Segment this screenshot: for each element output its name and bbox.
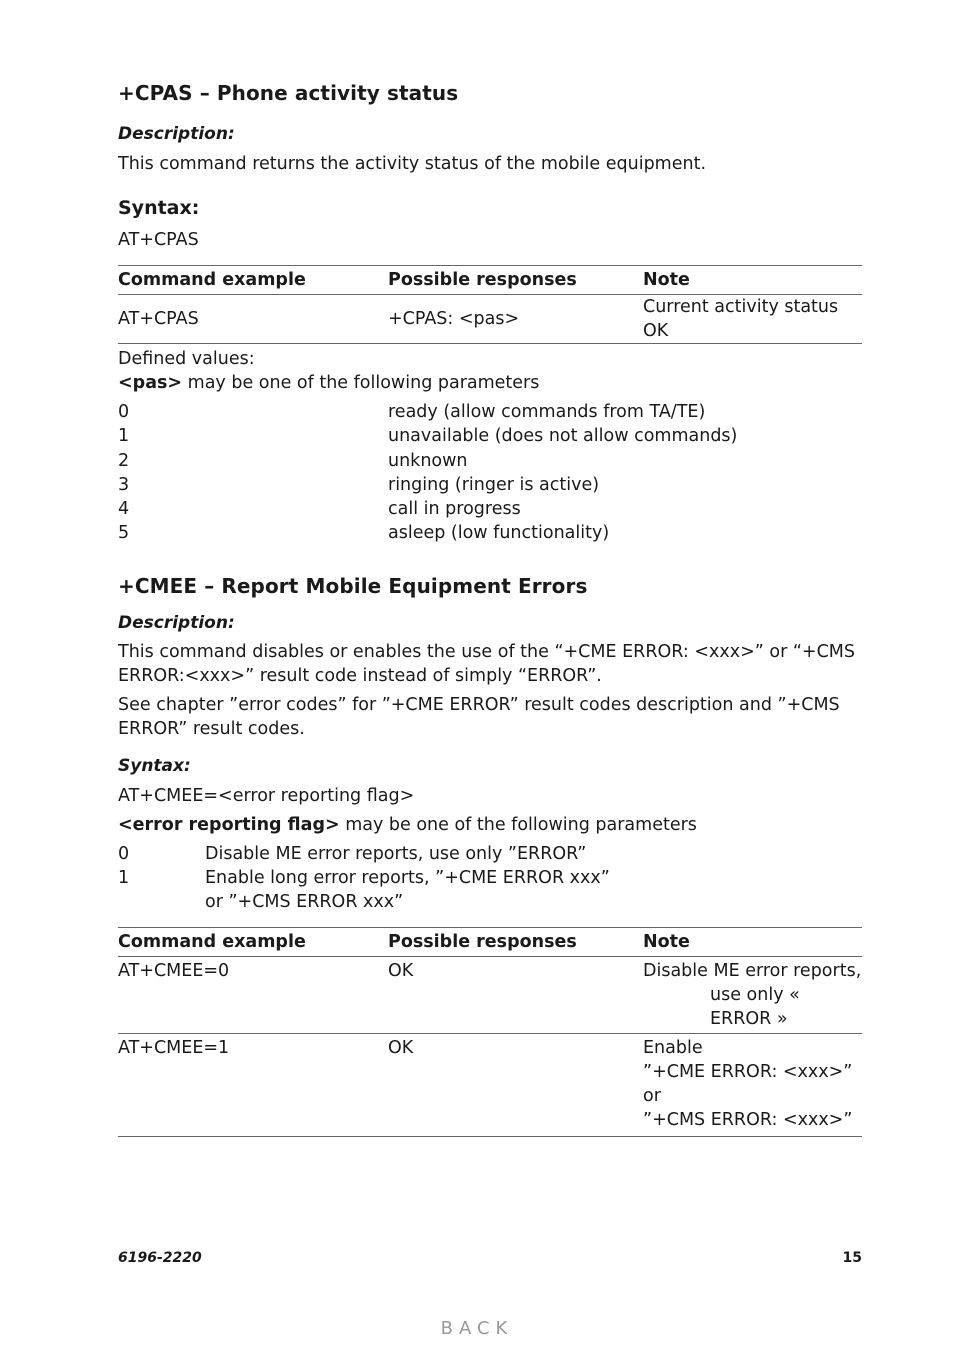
- list-item: 1 Enable long error reports, ”+CME ERROR xxx”: [118, 867, 610, 888]
- cpas-param-line: [118, 371, 862, 395]
- cmee-param-name: <error reporting flag>: [118, 814, 340, 835]
- cell-response: OK: [388, 1033, 643, 1136]
- list-item: or ”+CMS ERROR xxx”: [205, 891, 404, 912]
- cpas-values-list: [118, 400, 862, 546]
- cpas-section-title-wrap: [118, 78, 862, 110]
- cpas-syntax-text: AT+CPAS: [118, 230, 199, 250]
- header-possible-responses: Possible responses: [388, 927, 643, 956]
- header-note: Note: [643, 266, 862, 295]
- cell-command: AT+CMEE=0: [118, 956, 388, 1033]
- document-number: 6196-2220: [118, 1250, 202, 1266]
- cmee-description-label: Description:: [118, 612, 235, 633]
- cmee-command-table: [118, 927, 862, 1137]
- cpas-command-table: [118, 265, 862, 344]
- list-item: 4 call in progress: [118, 499, 521, 520]
- cell-response: OK: [388, 956, 643, 1033]
- cpas-param-rest: may be one of the following parameters: [182, 373, 540, 393]
- header-possible-responses: Possible responses: [388, 266, 643, 295]
- table-header-row: [118, 927, 862, 956]
- table-header-row: [118, 266, 862, 295]
- cell-note: Disable ME error reports, use only « ERROR »: [643, 956, 862, 1033]
- cmee-syntax-text: AT+CMEE=<error reporting flag>: [118, 785, 415, 806]
- cpas-description-text: This command returns the activity status of the mobile equipment.: [118, 154, 707, 174]
- list-item: 3 ringing (ringer is active): [118, 474, 600, 495]
- page-number: 15: [842, 1250, 862, 1266]
- list-item: 2 unknown: [118, 450, 468, 471]
- table-row: [118, 295, 862, 344]
- list-item: 5 asleep (low functionality): [118, 523, 610, 544]
- header-note: Note: [643, 927, 862, 956]
- cpas-description-label: Description:: [118, 124, 235, 144]
- cmee-syntax-label: Syntax:: [118, 755, 191, 776]
- document-page: [118, 78, 862, 1137]
- cmee-title: +CMEE – Report Mobile Equipment Errors: [118, 573, 588, 598]
- cpas-param-name: <pas>: [118, 373, 183, 393]
- table-row: [118, 956, 862, 1033]
- cpas-syntax-label: Syntax:: [118, 197, 200, 219]
- list-item: 1 unavailable (does not allow commands): [118, 426, 738, 447]
- table-row: [118, 1033, 862, 1136]
- header-command-example: Command example: [118, 266, 388, 295]
- list-item: 0 Disable ME error reports, use only ”ERROR”: [118, 843, 587, 864]
- cmee-see-chapter-text: See chapter ”error codes” for ”+CME ERROR” result codes description and ”+CMS ERROR” result codes.: [118, 694, 840, 739]
- cmee-param-rest: may be one of the following parameters: [339, 814, 697, 835]
- cpas-title: +CPAS – Phone activity status: [118, 81, 459, 105]
- cpas-defined-values: Defined values:: [118, 349, 255, 369]
- cell-response: +CPAS: <pas>: [388, 295, 643, 344]
- list-item: 0 ready (allow commands from TA/TE): [118, 402, 706, 422]
- cell-note: Current activity status OK: [643, 295, 862, 344]
- cmee-param-line: [118, 813, 862, 837]
- cell-command: AT+CMEE=1: [118, 1033, 388, 1136]
- page-footer: [118, 1250, 862, 1266]
- cmee-description-text: This command disables or enables the use of the “+CME ERROR: <xxx>” or “+CMS ERROR:<xxx>” result code instead of simply “ERROR”.: [118, 641, 855, 686]
- cell-note: Enable ”+CME ERROR: <xxx>” or ”+CMS ERROR: <xxx>”: [643, 1033, 862, 1136]
- header-command-example: Command example: [118, 927, 388, 956]
- cmee-flags-list: [118, 842, 862, 914]
- back-link[interactable]: BACK: [440, 1318, 514, 1339]
- cell-command: AT+CPAS: [118, 295, 388, 344]
